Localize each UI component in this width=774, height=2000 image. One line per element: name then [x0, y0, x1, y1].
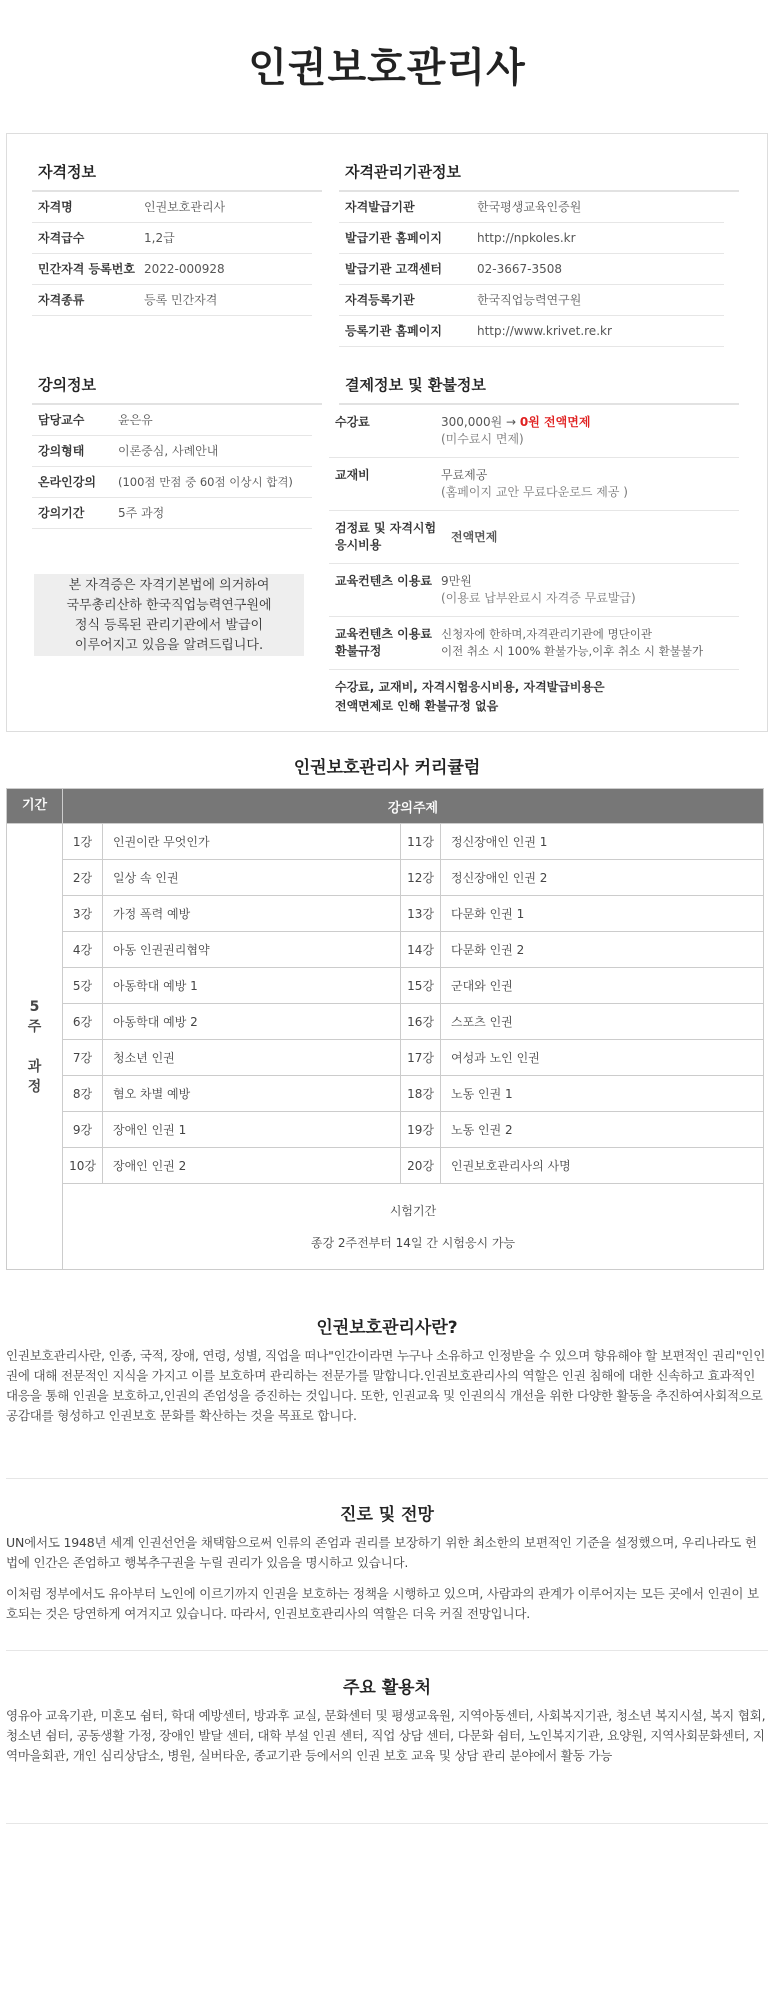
lecture-row	[32, 498, 312, 529]
exam-fee-key-2: 응시비용	[335, 538, 382, 552]
divider	[6, 1823, 768, 1824]
usage-heading: 주요 활용처	[342, 1678, 432, 1698]
org-key: 등록기관 홈페이지	[345, 324, 442, 338]
period-text: 과	[27, 1058, 42, 1075]
lesson-title: 청소년 인권	[103, 1040, 401, 1076]
table-row	[7, 896, 764, 932]
org-section	[339, 161, 739, 347]
qual-key: 민간자격 등록번호	[38, 262, 135, 276]
qual-heading: 자격정보	[32, 161, 322, 192]
lesson-title: 노동 인권 2	[441, 1112, 764, 1148]
exam-row	[7, 1184, 764, 1270]
refund-row	[329, 617, 739, 670]
lesson-title: 아동학대 예방 1	[103, 968, 401, 1004]
registry-homepage-link[interactable]: http://www.krivet.re.kr	[477, 324, 612, 338]
period-text: 5	[29, 998, 40, 1015]
curriculum-title: 인권보호관리사 커리큘럼	[293, 758, 481, 778]
lecture-key: 강의형태	[38, 444, 85, 458]
lesson-title: 다문화 인권 1	[441, 896, 764, 932]
lesson-title: 여성과 노인 인권	[441, 1040, 764, 1076]
org-row	[339, 254, 724, 285]
col-topic-header: 강의주제	[63, 789, 764, 824]
lesson-title: 아동학대 예방 2	[103, 1004, 401, 1040]
career-text-2: 이처럼 정부에서도 유아부터 노인에 이르기까지 인권을 보호하는 정책을 시행하고 있으며, 사람과의 관계가 이루어지는 모든 곳에서 인권이 보호되는 것은 당연하게 여겨지고 있습니다. 따라서, 인권보호관리사의 역할은 더욱 커질 전망입니다.	[6, 1586, 759, 1621]
qual-key: 자격급수	[38, 231, 85, 245]
table-row	[7, 860, 764, 896]
lesson-number: 14강	[401, 932, 441, 968]
payment-heading: 결제정보 및 환불정보	[339, 374, 739, 405]
lesson-title: 인권보호관리사의 사명	[441, 1148, 764, 1184]
period-text: 정	[27, 1078, 42, 1095]
lesson-number: 20강	[401, 1148, 441, 1184]
org-row	[339, 316, 724, 347]
org-key: 발급기관 고객센터	[345, 262, 442, 276]
lesson-number: 5강	[63, 968, 103, 1004]
lesson-title: 일상 속 인권	[103, 860, 401, 896]
lesson-number: 18강	[401, 1076, 441, 1112]
lecture-key: 담당교수	[38, 413, 85, 427]
qual-row	[32, 223, 312, 254]
payment-footer-line: 수강료, 교재비, 자격시험응시비용, 자격발급비용은	[335, 680, 605, 694]
lesson-number: 11강	[401, 824, 441, 860]
exam-fee-value: 전액면제	[451, 529, 498, 544]
book-row	[329, 458, 739, 511]
org-heading: 자격관리기관정보	[339, 161, 739, 192]
lesson-number: 9강	[63, 1112, 103, 1148]
book-note: (홈페이지 교안 무료다운로드 제공 )	[441, 485, 628, 499]
fee-note: (미수료시 면제)	[441, 432, 524, 446]
lecture-value: 윤은유	[118, 413, 153, 427]
qual-value: 인권보호관리사	[144, 200, 226, 214]
notice-line: 이루어지고 있음을 알려드립니다.	[74, 637, 264, 653]
qual-row	[32, 285, 312, 316]
qual-value: 2022-000928	[144, 262, 225, 276]
lesson-title: 장애인 인권 1	[103, 1112, 401, 1148]
lesson-number: 3강	[63, 896, 103, 932]
lecture-value: 이론중심, 사례안내	[118, 444, 219, 458]
notice-line: 본 자격증은 자격기본법에 의거하여	[68, 577, 270, 593]
divider	[6, 1478, 768, 1479]
lesson-title: 정신장애인 인권 2	[441, 860, 764, 896]
payment-section	[335, 374, 739, 716]
table-row	[7, 824, 764, 860]
lecture-key: 강의기간	[38, 506, 85, 520]
content-fee-value: 9만원	[441, 574, 472, 588]
qual-section	[32, 161, 322, 316]
lesson-number: 1강	[63, 824, 103, 860]
divider	[6, 1650, 768, 1651]
table-row	[7, 1040, 764, 1076]
content-fee-row	[329, 564, 739, 617]
fee-row	[329, 405, 739, 458]
lesson-title: 혐오 차별 예방	[103, 1076, 401, 1112]
lesson-title: 인권이란 무엇인가	[103, 824, 401, 860]
org-value: 02-3667-3508	[477, 262, 563, 276]
exam-period-label: 시험기간	[389, 1203, 437, 1218]
lecture-value: (100점 만점 중 60점 이상시 합격)	[118, 475, 293, 489]
table-row	[7, 1004, 764, 1040]
lecture-row	[32, 467, 312, 498]
about-text: 인권보호관리사란, 인종, 국적, 장애, 연령, 성별, 직업을 떠나"인간이라면 누구나 소유하고 인정받을 수 있으며 향유해야 할 보편적인 권리"인인권에 대해 전문적인 지식을 가지고 이를 보호하며 관리하는 전문가를 말합니다.인권보호관리사의 역할은 인권 침해에 대한 신속하고 효과적인 대응을 통해 인권을 보호하고,인권의 존엄성을 증진하는 것입니다. 또한, 인권교육 및 인권의식 개선을 위한 다양한 활동을 추진하여사회적으로 공감대를 형성하고 인권보호 문화를 확산하는 것을 목표로 합니다.	[6, 1348, 766, 1423]
org-row	[339, 285, 724, 316]
table-row	[7, 968, 764, 1004]
org-key: 자격등록기관	[345, 293, 415, 307]
lesson-number: 16강	[401, 1004, 441, 1040]
payment-footer	[329, 670, 739, 716]
period-cell	[7, 824, 63, 1270]
page-title: 인권보호관리사	[248, 45, 526, 91]
lecture-key: 온라인강의	[38, 475, 96, 489]
usage-text: 영유아 교육기관, 미혼모 쉼터, 학대 예방센터, 방과후 교실, 문화센터 및 평생교육원, 지역아동센터, 사회복지기관, 청소년 복지시설, 복지 협회, 청소년 쉼터, 공동생활 가정, 장애인 발달 센터, 대학 부설 인권 센터, 직업 상담 센터, 다문화 쉼터, 노인복지기관, 요양원, 지역사회문화센터, 지역마을회관, 개인 심리상담소, 병원, 실버타운, 종교기관 등에서의 인권 보호 교육 및 상담 관리 분야에서 활동 가능	[6, 1708, 766, 1763]
about-heading: 인권보호관리사란?	[316, 1318, 458, 1338]
notice-box	[34, 574, 304, 656]
qual-key: 자격명	[38, 200, 73, 214]
org-key: 자격발급기관	[345, 200, 415, 214]
notice-line: 정식 등록된 관리기관에서 발급이	[74, 617, 264, 633]
qual-row	[32, 254, 312, 285]
qual-value: 1,2급	[144, 231, 175, 245]
lesson-number: 2강	[63, 860, 103, 896]
lesson-number: 10강	[63, 1148, 103, 1184]
lesson-number: 19강	[401, 1112, 441, 1148]
org-homepage-link[interactable]: http://npkoles.kr	[477, 231, 576, 245]
lesson-title: 군대와 인권	[441, 968, 764, 1004]
lesson-number: 8강	[63, 1076, 103, 1112]
exam-period-cell	[63, 1184, 764, 1270]
refund-key: 교육컨텐츠 이용료	[335, 627, 432, 641]
refund-key-2: 환불규정	[335, 644, 382, 658]
qual-key: 자격종류	[38, 293, 85, 307]
org-value: 한국평생교육인증원	[477, 200, 582, 214]
payment-footer-line: 전액면제로 인해 환불규정 없음	[335, 699, 499, 713]
lesson-number: 7강	[63, 1040, 103, 1076]
lesson-number: 13강	[401, 896, 441, 932]
period-text: 주	[27, 1018, 42, 1035]
qual-row	[32, 192, 312, 223]
notice-line: 국무총리산하 한국직업능력연구원에	[66, 597, 272, 613]
lesson-title: 스포츠 인권	[441, 1004, 764, 1040]
lesson-title: 장애인 인권 2	[103, 1148, 401, 1184]
refund-value: 신청자에 한하며,자격관리기관에 명단이관	[441, 627, 652, 641]
lesson-number: 12강	[401, 860, 441, 896]
org-row	[339, 223, 724, 254]
exam-period-detail: 종강 2주전부터 14일 간 시험응시 가능	[310, 1235, 516, 1250]
table-row	[7, 1148, 764, 1184]
book-key: 교재비	[335, 468, 370, 482]
table-row	[7, 1112, 764, 1148]
org-key: 발급기관 홈페이지	[345, 231, 442, 245]
lecture-heading: 강의정보	[32, 374, 322, 405]
exam-fee-row	[329, 511, 739, 564]
lesson-number: 17강	[401, 1040, 441, 1076]
lesson-title: 다문화 인권 2	[441, 932, 764, 968]
lecture-value: 5주 과정	[118, 506, 165, 520]
lecture-section	[32, 374, 322, 529]
lecture-row	[32, 405, 312, 436]
col-period-header: 기간	[7, 789, 63, 824]
lesson-number: 15강	[401, 968, 441, 1004]
org-row	[339, 192, 724, 223]
refund-value-2: 이전 취소 시 100% 환불가능,이후 취소 시 환불불가	[441, 644, 704, 658]
curriculum-table	[6, 788, 764, 1270]
lesson-number: 4강	[63, 932, 103, 968]
lesson-title: 아동 인권권리협약	[103, 932, 401, 968]
qual-value: 등록 민간자격	[144, 293, 218, 307]
info-box	[6, 133, 768, 732]
fee-free: 0원 전액면제	[519, 415, 591, 429]
content-fee-key: 교육컨텐츠 이용료	[335, 574, 432, 588]
table-row	[7, 932, 764, 968]
fee-key: 수강료	[335, 415, 370, 429]
org-value: 한국직업능력연구원	[477, 293, 582, 307]
book-value: 무료제공	[441, 468, 488, 482]
content-fee-note: (이용료 납부완료시 자격증 무료발급)	[441, 591, 636, 605]
lesson-title: 노동 인권 1	[441, 1076, 764, 1112]
career-heading: 진로 및 전망	[340, 1505, 434, 1525]
lesson-number: 6강	[63, 1004, 103, 1040]
lesson-title: 가정 폭력 예방	[103, 896, 401, 932]
fee-original: 300,000원 →	[441, 415, 517, 429]
lesson-title: 정신장애인 인권 1	[441, 824, 764, 860]
table-row	[7, 1076, 764, 1112]
lecture-row	[32, 436, 312, 467]
exam-fee-key: 검정료 및 자격시험	[335, 521, 437, 535]
career-text-1: UN에서도 1948년 세계 인권선언을 채택함으로써 인류의 존엄과 권리를 보장하기 위한 최소한의 보편적인 기준을 설정했으며, 우리나라도 헌법에 인간은 존엄하고 행복추구권을 누릴 권리가 있음을 명시하고 있습니다.	[6, 1535, 757, 1570]
